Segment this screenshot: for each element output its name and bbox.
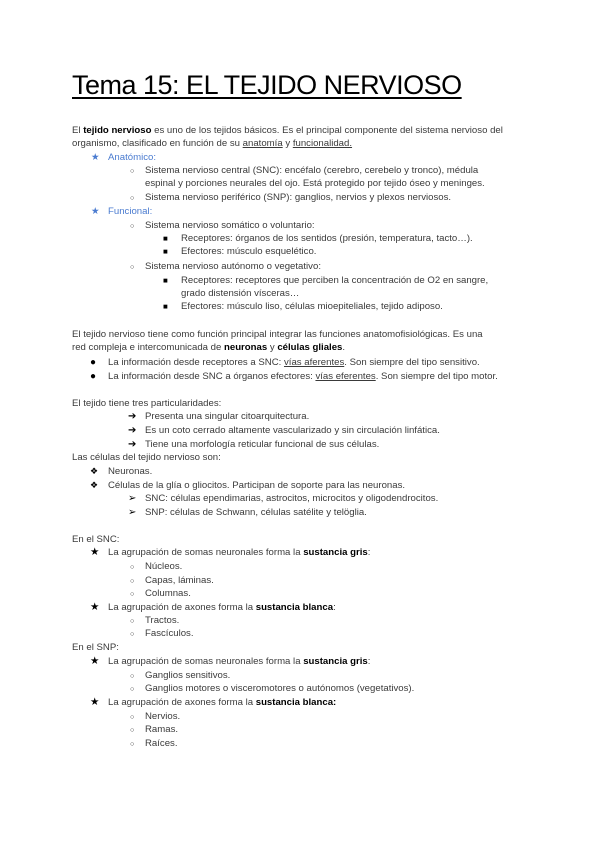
celula-glia: Células de la glía o gliocitos. Participan de soporte para las neuronas. xyxy=(108,480,406,491)
intro-term-tejido-nervioso: tejido nervioso xyxy=(83,125,152,136)
snc-text: : xyxy=(333,602,336,613)
circle-bullet-icon: ○ xyxy=(130,223,135,230)
circle-bullet-icon: ○ xyxy=(130,686,135,693)
snp-somas xyxy=(108,655,370,668)
en-snp-label: En el SNP: xyxy=(72,642,119,653)
term-sustancia-blanca: sustancia blanca: xyxy=(255,697,337,708)
snc-somas xyxy=(108,546,370,559)
intro-term-funcionalidad: funcionalidad. xyxy=(292,138,353,149)
autonomo-receptores-line-1: Receptores: receptores que perciben la concentración de O2 en sangre, xyxy=(181,275,489,286)
arrow-bullet-icon: ➔ xyxy=(128,411,137,422)
funcion-text: y xyxy=(267,342,278,353)
triangle-bullet-icon: ➢ xyxy=(128,493,137,504)
snp-axones xyxy=(108,696,336,709)
snc-text: La agrupación de axones forma la xyxy=(108,602,256,613)
snp-gris-item-2: Ganglios motores o visceromotores o autónomos (vegetativos). xyxy=(145,683,415,694)
funcion-bullet-eferentes xyxy=(108,370,498,383)
snc-gris-item-2: Capas, láminas. xyxy=(145,575,214,586)
snp-gris-item-1: Ganglios sensitivos. xyxy=(145,670,231,681)
circle-bullet-icon: ○ xyxy=(130,195,135,202)
autonomo-efectores: Efectores: músculo liso, células mioepiteliales, tejido adiposo. xyxy=(181,301,443,312)
circle-bullet-icon: ○ xyxy=(130,264,135,271)
particularidad-3: Tiene una morfología reticular funcional de sus células. xyxy=(145,439,380,450)
circle-bullet-icon: ○ xyxy=(130,168,135,175)
star-icon: ★ xyxy=(90,546,100,558)
dot-bullet-icon: ● xyxy=(90,357,97,368)
celulas-intro: Las células del tejido nervioso son: xyxy=(72,452,221,463)
snc-blanca-item-1: Tractos. xyxy=(145,615,180,626)
square-bullet-icon: ■ xyxy=(163,234,168,243)
snc-blanca-item-2: Fascículos. xyxy=(145,628,194,639)
intro-text: y xyxy=(282,138,293,149)
diamond-bullet-icon: ❖ xyxy=(90,466,99,476)
star-icon: ★ xyxy=(90,655,100,667)
funcion-line-2 xyxy=(72,341,345,354)
funcion-line-1: El tejido nervioso tiene como función principal integrar las funciones anatomofisiológicas. Es una xyxy=(72,329,483,340)
circle-bullet-icon: ○ xyxy=(130,631,135,638)
intro-text: El xyxy=(72,125,84,136)
circle-bullet-icon: ○ xyxy=(130,578,135,585)
page-title: Tema 15: EL TEJIDO NERVIOSO xyxy=(72,70,462,100)
section-anatomico-label: Anatómico: xyxy=(108,152,156,163)
funcion-term-celulas-gliales: células gliales xyxy=(277,342,343,353)
celula-neuronas: Neuronas. xyxy=(108,466,153,477)
dot-bullet-icon: ● xyxy=(90,371,97,382)
snc-gris-item-1: Núcleos. xyxy=(145,561,183,572)
term-vias-eferentes: vías eferentes xyxy=(315,371,376,382)
triangle-bullet-icon: ➢ xyxy=(128,507,137,518)
autonomo-receptores-line-2: grado distensión vísceras… xyxy=(181,288,300,299)
funcional-somatico: Sistema nervioso somático o voluntario: xyxy=(145,220,315,231)
anatomico-snc-line-2: espinal y porciones neurales del ojo. Está protegido por tejido óseo y meninges. xyxy=(145,178,485,189)
star-icon: ★ xyxy=(90,696,100,708)
snc-text: La agrupación de somas neuronales forma la xyxy=(108,547,304,558)
particularidades-intro: El tejido tiene tres particularidades: xyxy=(72,398,222,409)
star-icon: ★ xyxy=(91,152,100,163)
intro-text: es uno de los tejidos básicos. Es el principal componente del sistema nervioso del xyxy=(151,125,503,136)
star-icon: ★ xyxy=(90,601,100,613)
circle-bullet-icon: ○ xyxy=(130,618,135,625)
term-sustancia-gris: sustancia gris xyxy=(303,547,368,558)
snp-text: : xyxy=(367,656,371,667)
somatico-receptores: Receptores: órganos de los sentidos (presión, temperatura, tacto…). xyxy=(181,233,473,244)
square-bullet-icon: ■ xyxy=(163,302,168,311)
snp-text: La agrupación de axones forma la xyxy=(108,697,256,708)
funcion-term-neuronas: neuronas xyxy=(224,342,268,353)
glia-snp: SNP: células de Schwann, células satélite y telöglia. xyxy=(145,507,367,518)
particularidad-2: Es un coto cerrado altamente vascularizado y sin circulación linfática. xyxy=(145,425,440,436)
intro-line-2 xyxy=(72,137,352,150)
snp-text: La agrupación de somas neuronales forma la xyxy=(108,656,304,667)
star-icon: ★ xyxy=(91,206,100,217)
intro-term-anatomia: anatomía xyxy=(242,138,283,149)
funcion-text: . Son siempre del tipo motor. xyxy=(375,371,498,382)
term-vias-aferentes: vías aferentes xyxy=(283,357,345,368)
glia-snc: SNC: células ependimarias, astrocitos, microcitos y oligodendrocitos. xyxy=(145,493,439,504)
square-bullet-icon: ■ xyxy=(163,276,168,285)
funcion-text: La información desde SNC a órganos efectores: xyxy=(108,371,316,382)
circle-bullet-icon: ○ xyxy=(130,591,135,598)
anatomico-snc-line-1: Sistema nervioso central (SNC): encéfalo (cerebro, cerebelo y tronco), médula xyxy=(145,165,479,176)
funcion-text: red compleja e intercomunicada de xyxy=(72,342,224,353)
snc-text: : xyxy=(367,547,371,558)
funcion-text: . xyxy=(342,342,346,353)
snp-blanca-item-1: Nervios. xyxy=(145,711,181,722)
snp-blanca-item-2: Ramas. xyxy=(145,724,179,735)
particularidad-1: Presenta una singular citoarquitectura. xyxy=(145,411,310,422)
arrow-bullet-icon: ➔ xyxy=(128,439,137,450)
funcion-bullet-aferentes xyxy=(108,356,480,369)
intro-line-1 xyxy=(72,124,503,137)
diamond-bullet-icon: ❖ xyxy=(90,480,99,490)
circle-bullet-icon: ○ xyxy=(130,564,135,571)
somatico-efectores: Efectores: músculo esquelético. xyxy=(181,246,317,257)
snp-blanca-item-3: Raíces. xyxy=(145,738,178,749)
funcional-autonomo: Sistema nervioso autónomo o vegetativo: xyxy=(145,261,321,272)
en-snc-label: En el SNC: xyxy=(72,534,120,545)
circle-bullet-icon: ○ xyxy=(130,741,135,748)
snc-axones xyxy=(108,601,336,614)
term-sustancia-blanca: sustancia blanca xyxy=(255,602,334,613)
circle-bullet-icon: ○ xyxy=(130,673,135,680)
funcion-text: La información desde receptores a SNC: xyxy=(108,357,284,368)
snc-gris-item-3: Columnas. xyxy=(145,588,191,599)
circle-bullet-icon: ○ xyxy=(130,714,135,721)
circle-bullet-icon: ○ xyxy=(130,727,135,734)
term-sustancia-gris: sustancia gris xyxy=(303,656,368,667)
funcion-text: . Son siempre del tipo sensitivo. xyxy=(344,357,480,368)
section-funcional-label: Funcional: xyxy=(108,206,153,217)
anatomico-snp: Sistema nervioso periférico (SNP): ganglios, nervios y plexos nerviosos. xyxy=(145,192,452,203)
square-bullet-icon: ■ xyxy=(163,247,168,256)
arrow-bullet-icon: ➔ xyxy=(128,425,137,436)
intro-text: organismo, clasificado en función de su xyxy=(72,138,243,149)
